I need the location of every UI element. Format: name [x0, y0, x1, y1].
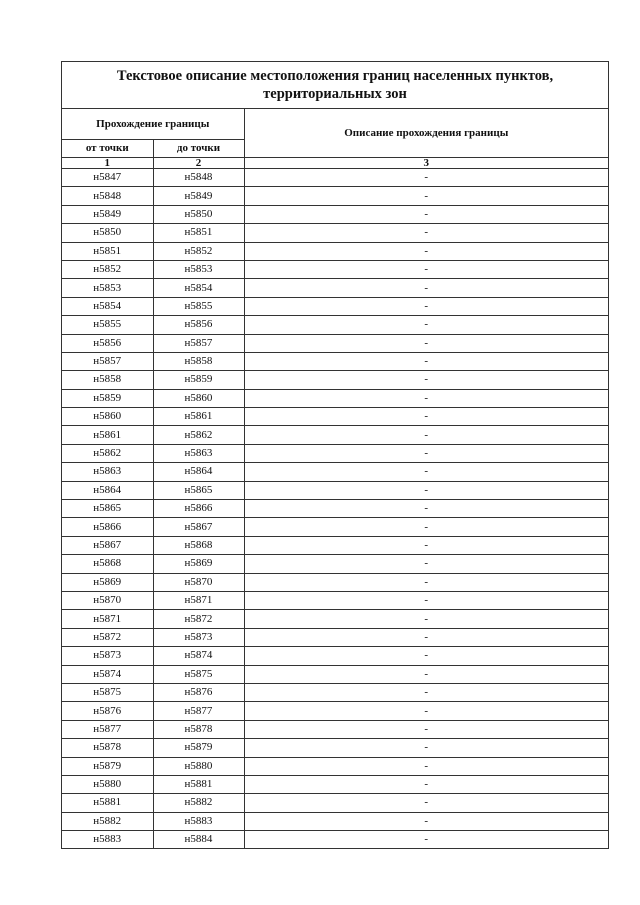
description-cell: - — [244, 279, 608, 297]
to-point-cell: н5873 — [153, 628, 244, 646]
from-point-cell: н5870 — [62, 591, 153, 609]
from-point-cell: н5873 — [62, 647, 153, 665]
table-row — [62, 187, 608, 205]
description-cell: - — [244, 297, 608, 315]
description-cell: - — [244, 500, 608, 518]
from-point-cell: н5865 — [62, 500, 153, 518]
from-point-cell: н5851 — [62, 242, 153, 260]
from-point-cell: н5878 — [62, 739, 153, 757]
description-cell: - — [244, 187, 608, 205]
table-row — [62, 628, 608, 646]
from-point-cell: н5850 — [62, 224, 153, 242]
table-row — [62, 683, 608, 701]
table-row — [62, 720, 608, 738]
from-point-cell: н5881 — [62, 794, 153, 812]
to-point-header: до точки — [153, 140, 244, 158]
from-point-cell: н5847 — [62, 169, 153, 187]
description-cell: - — [244, 775, 608, 793]
from-point-cell: н5871 — [62, 610, 153, 628]
to-point-cell: н5880 — [153, 757, 244, 775]
table-row — [62, 169, 608, 187]
description-cell: - — [244, 702, 608, 720]
column-number-row — [62, 158, 608, 169]
description-cell: - — [244, 647, 608, 665]
from-point-cell: н5855 — [62, 316, 153, 334]
table-row — [62, 242, 608, 260]
to-point-cell: н5876 — [153, 683, 244, 701]
to-point-cell: н5850 — [153, 205, 244, 223]
from-point-cell: н5852 — [62, 260, 153, 278]
description-cell: - — [244, 683, 608, 701]
from-point-cell: н5853 — [62, 279, 153, 297]
table-row — [62, 665, 608, 683]
to-point-cell: н5865 — [153, 481, 244, 499]
to-point-cell: н5857 — [153, 334, 244, 352]
description-cell: - — [244, 242, 608, 260]
description-cell: - — [244, 463, 608, 481]
table-row — [62, 481, 608, 499]
to-point-cell: н5874 — [153, 647, 244, 665]
boundary-table-body — [62, 109, 608, 849]
table-row — [62, 444, 608, 462]
description-cell: - — [244, 316, 608, 334]
table-row — [62, 702, 608, 720]
table-row — [62, 463, 608, 481]
to-point-cell: н5869 — [153, 555, 244, 573]
from-point-cell: н5877 — [62, 720, 153, 738]
to-point-cell: н5879 — [153, 739, 244, 757]
to-point-cell: н5884 — [153, 831, 244, 849]
table-row — [62, 739, 608, 757]
table-row — [62, 426, 608, 444]
from-point-cell: н5860 — [62, 408, 153, 426]
table-row — [62, 536, 608, 554]
table-row — [62, 757, 608, 775]
from-point-cell: н5854 — [62, 297, 153, 315]
from-point-cell: н5882 — [62, 812, 153, 830]
to-point-cell: н5872 — [153, 610, 244, 628]
description-cell: - — [244, 591, 608, 609]
description-cell: - — [244, 169, 608, 187]
column-number-3: 3 — [244, 158, 608, 169]
table-row — [62, 555, 608, 573]
from-point-cell: н5880 — [62, 775, 153, 793]
to-point-cell: н5871 — [153, 591, 244, 609]
to-point-cell: н5867 — [153, 518, 244, 536]
from-point-cell: н5867 — [62, 536, 153, 554]
to-point-cell: н5860 — [153, 389, 244, 407]
table-row — [62, 371, 608, 389]
from-point-cell: н5849 — [62, 205, 153, 223]
description-cell: - — [244, 352, 608, 370]
to-point-cell: н5882 — [153, 794, 244, 812]
to-point-cell: н5875 — [153, 665, 244, 683]
table-row — [62, 334, 608, 352]
from-point-cell: н5876 — [62, 702, 153, 720]
to-point-cell: н5858 — [153, 352, 244, 370]
to-point-cell: н5856 — [153, 316, 244, 334]
to-point-cell: н5853 — [153, 260, 244, 278]
to-point-cell: н5881 — [153, 775, 244, 793]
to-point-cell: н5859 — [153, 371, 244, 389]
from-point-cell: н5863 — [62, 463, 153, 481]
to-point-cell: н5861 — [153, 408, 244, 426]
description-cell: - — [244, 536, 608, 554]
from-point-cell: н5866 — [62, 518, 153, 536]
table-row — [62, 352, 608, 370]
document-page — [61, 61, 609, 849]
table-row — [62, 389, 608, 407]
from-point-cell: н5872 — [62, 628, 153, 646]
table-row — [62, 775, 608, 793]
from-point-cell: н5875 — [62, 683, 153, 701]
to-point-cell: н5855 — [153, 297, 244, 315]
description-cell: - — [244, 628, 608, 646]
title-line-2: территориальных зон — [263, 86, 407, 102]
to-point-cell: н5883 — [153, 812, 244, 830]
from-point-cell: н5848 — [62, 187, 153, 205]
column-number-1: 1 — [62, 158, 153, 169]
to-point-cell: н5870 — [153, 573, 244, 591]
description-cell: - — [244, 812, 608, 830]
from-point-cell: н5868 — [62, 555, 153, 573]
to-point-cell: н5864 — [153, 463, 244, 481]
description-cell: - — [244, 518, 608, 536]
description-cell: - — [244, 426, 608, 444]
from-point-header: от точки — [62, 140, 153, 158]
to-point-cell: н5854 — [153, 279, 244, 297]
description-cell: - — [244, 720, 608, 738]
table-row — [62, 205, 608, 223]
to-point-cell: н5863 — [153, 444, 244, 462]
document-title — [62, 62, 608, 109]
description-cell: - — [244, 205, 608, 223]
boundary-table — [62, 109, 608, 849]
title-line-1: Текстовое описание местоположения границ населенных пунктов, — [116, 68, 554, 84]
description-cell: - — [244, 739, 608, 757]
column-number-2: 2 — [153, 158, 244, 169]
description-cell: - — [244, 260, 608, 278]
from-point-cell: н5861 — [62, 426, 153, 444]
table-row — [62, 224, 608, 242]
description-cell: - — [244, 389, 608, 407]
header-row-1 — [62, 109, 608, 140]
table-row — [62, 812, 608, 830]
table-row — [62, 260, 608, 278]
description-cell: - — [244, 224, 608, 242]
from-point-cell: н5869 — [62, 573, 153, 591]
table-row — [62, 518, 608, 536]
to-point-cell: н5866 — [153, 500, 244, 518]
description-header: Описание прохождения границы — [244, 109, 608, 158]
to-point-cell: н5878 — [153, 720, 244, 738]
from-point-cell: н5883 — [62, 831, 153, 849]
description-cell: - — [244, 665, 608, 683]
from-point-cell: н5874 — [62, 665, 153, 683]
description-cell: - — [244, 481, 608, 499]
table-row — [62, 573, 608, 591]
description-cell: - — [244, 573, 608, 591]
from-point-cell: н5864 — [62, 481, 153, 499]
description-cell: - — [244, 831, 608, 849]
from-point-cell: н5858 — [62, 371, 153, 389]
from-point-cell: н5857 — [62, 352, 153, 370]
to-point-cell: н5851 — [153, 224, 244, 242]
table-row — [62, 647, 608, 665]
table-row — [62, 591, 608, 609]
from-point-cell: н5862 — [62, 444, 153, 462]
from-point-cell: н5856 — [62, 334, 153, 352]
description-cell: - — [244, 334, 608, 352]
description-cell: - — [244, 794, 608, 812]
table-row — [62, 297, 608, 315]
to-point-cell: н5868 — [153, 536, 244, 554]
description-cell: - — [244, 610, 608, 628]
description-cell: - — [244, 444, 608, 462]
table-row — [62, 794, 608, 812]
table-row — [62, 500, 608, 518]
description-cell: - — [244, 757, 608, 775]
table-row — [62, 408, 608, 426]
description-cell: - — [244, 408, 608, 426]
table-row — [62, 610, 608, 628]
to-point-cell: н5849 — [153, 187, 244, 205]
to-point-cell: н5862 — [153, 426, 244, 444]
from-point-cell: н5859 — [62, 389, 153, 407]
table-row — [62, 316, 608, 334]
description-cell: - — [244, 555, 608, 573]
boundary-passage-header: Прохождение границы — [62, 109, 244, 140]
to-point-cell: н5852 — [153, 242, 244, 260]
description-cell: - — [244, 371, 608, 389]
from-point-cell: н5879 — [62, 757, 153, 775]
table-row — [62, 279, 608, 297]
table-row — [62, 831, 608, 849]
to-point-cell: н5877 — [153, 702, 244, 720]
to-point-cell: н5848 — [153, 169, 244, 187]
